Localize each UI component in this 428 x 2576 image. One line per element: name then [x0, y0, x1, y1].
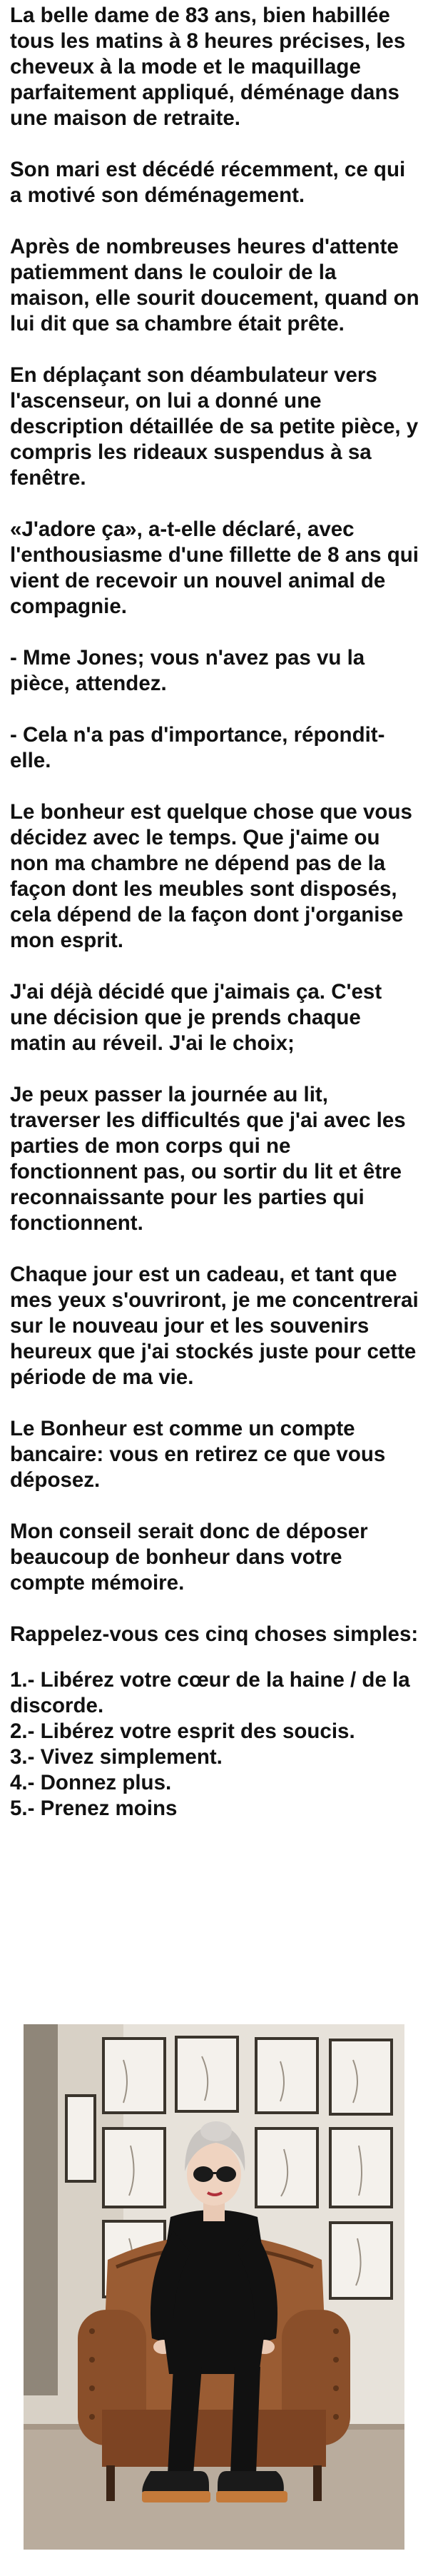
list-item: 5.- Prenez moins [10, 1797, 178, 1820]
paragraph: Le Bonheur est comme un compte bancaire: vous en retirez ce que vous déposez. [10, 1417, 386, 1492]
paragraph: La belle dame de 83 ans, bien habillée tous les matins à 8 heures précises, les cheveux à la mode et le maquillage parfaitement appliqué, déménage dans une maison de retraite. [10, 4, 406, 130]
list-item: 2.- Libérez votre esprit des soucis. [10, 1719, 355, 1743]
article-text [10, 3, 421, 1822]
paragraph: Chaque jour est un cadeau, et tant que mes yeux s'ouvriront, je me concentrerai sur le nouveau jour et les souvenirs heureux que j'ai stockés juste pour cette période de ma vie. [10, 1263, 419, 1389]
paragraph: Mon conseil serait donc de déposer beaucoup de bonheur dans votre compte mémoire. [10, 1520, 368, 1595]
paragraph: Rappelez-vous ces cinq choses simples: [10, 1622, 419, 1646]
paragraph: En déplaçant son déambulateur vers l'ascenseur, on lui a donné une description détaillée de sa petite pièce, y compris les rideaux suspendus à sa fenêtre. [10, 363, 419, 490]
paragraph: J'ai déjà décidé que j'aimais ça. C'est une décision que je prends chaque matin au réveil. J'ai le choix; [10, 980, 382, 1055]
paragraph: - Mme Jones; vous n'avez pas vu la pièce, attendez. [10, 646, 365, 695]
paragraph: - Cela n'a pas d'importance, répondit-elle. [10, 723, 385, 772]
paragraph: Après de nombreuses heures d'attente patiemment dans le couloir de la maison, elle sourit doucement, quand on lui dit que sa chambre était prête. [10, 235, 419, 335]
list-item: 3.- Vivez simplement. [10, 1745, 223, 1769]
paragraph: Le bonheur est quelque chose que vous décidez avec le temps. Que j'aime ou non ma chambre ne dépend pas de la façon dont les meubles sont disposés, cela dépend de la façon dont j'organise mon esprit. [10, 800, 412, 952]
paragraph: Je peux passer la journée au lit, traverser les difficultés que j'ai avec les parties de mon corps qui ne fonctionnent pas, ou sortir du lit et être reconnaissante pour les parties qui fonctionnent. [10, 1083, 406, 1235]
woman-in-armchair-photo [24, 2024, 404, 2550]
paragraph: «J'adore ça», a-t-elle déclaré, avec l'enthousiasme d'une fillette de 8 ans qui vient de recevoir un nouvel animal de compagnie. [10, 517, 419, 618]
five-things-list [10, 1667, 421, 1822]
list-item: 1.- Libérez votre cœur de la haine / de la discorde. [10, 1668, 410, 1717]
paragraph: Son mari est décédé récemment, ce qui a motivé son déménagement. [10, 158, 406, 207]
list-item: 4.- Donnez plus. [10, 1771, 172, 1794]
